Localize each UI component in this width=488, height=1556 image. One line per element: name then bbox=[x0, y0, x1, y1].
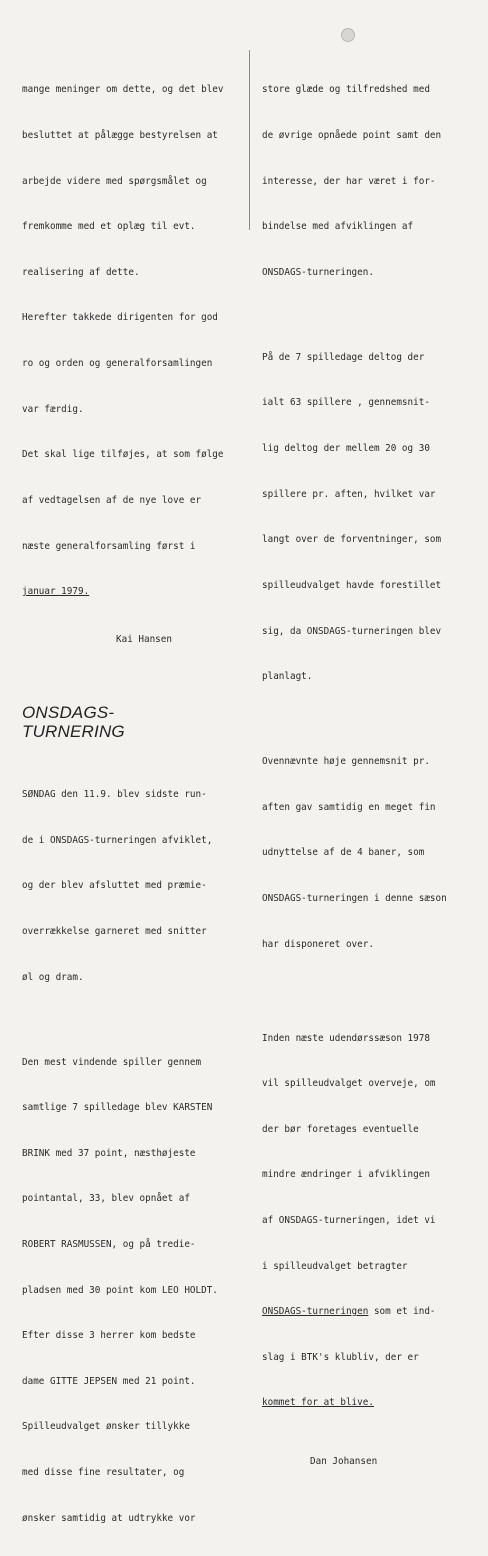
text-line: arbejde videre med spørgsmålet og bbox=[22, 175, 207, 187]
text-line: ro og orden og generalforsamlingen bbox=[22, 358, 213, 370]
text-line: sig, da ONSDAGS-turneringen blev bbox=[262, 625, 442, 637]
text-line: mange meninger om dette, og det blev bbox=[22, 84, 224, 96]
text-line: ialt 63 spillere , gennemsnit- bbox=[262, 397, 430, 409]
right-column bbox=[262, 52, 476, 1469]
text-line: slag i BTK's klubliv, der er bbox=[262, 1351, 419, 1363]
text-line: Ovennævnte høje gennemsnit pr. bbox=[262, 756, 430, 768]
text-line: bindelse med afviklingen af bbox=[262, 221, 414, 233]
results-paragraph-1 bbox=[22, 757, 244, 1015]
underlined-term: ONSDAGS-turneringen bbox=[262, 1306, 369, 1318]
text-line: samtlige 7 spilledage blev KARSTEN bbox=[22, 1102, 213, 1114]
text-line: pointantal, 33, blev opnået af bbox=[22, 1193, 190, 1205]
text-line: i spilleudvalget betragter bbox=[262, 1260, 408, 1272]
heading-line: ONSDAGS- bbox=[22, 702, 115, 722]
text-line: Det skal lige tilføjes, at som følge bbox=[22, 449, 224, 461]
text-line: der bør foretages eventuelle bbox=[262, 1123, 419, 1135]
section-heading bbox=[22, 703, 244, 741]
text-line: af ONSDAGS-turneringen, idet vi bbox=[262, 1215, 436, 1227]
text-line: Den mest vindende spiller gennem bbox=[22, 1056, 202, 1068]
text-line: dame GITTE JEPSEN med 21 point. bbox=[22, 1375, 196, 1387]
text-line: spilleudvalget havde forestillet bbox=[262, 579, 442, 591]
heading-line: TURNERING bbox=[22, 721, 125, 741]
intro-paragraph bbox=[22, 52, 244, 630]
text-line: SØNDAG den 11.9. blev sidste run- bbox=[22, 789, 207, 801]
text-line: Spilleudvalget ønsker tillykke bbox=[22, 1421, 190, 1433]
text-line: vil spilleudvalget overveje, om bbox=[262, 1078, 436, 1090]
column-divider bbox=[249, 50, 250, 230]
right-paragraph-1 bbox=[262, 52, 476, 310]
text-line: udnyttelse af de 4 baner, som bbox=[262, 847, 425, 859]
text-line: langt over de forventninger, som bbox=[262, 534, 442, 546]
punch-hole bbox=[341, 28, 355, 42]
text-line: BRINK med 37 point, næsthøjeste bbox=[22, 1147, 196, 1159]
text-line: ROBERT RASMUSSEN, og på tredie- bbox=[22, 1239, 196, 1251]
underlined-phrase: kommet for at blive. bbox=[262, 1397, 374, 1409]
text-line: ONSDAGS-turneringen. bbox=[262, 266, 374, 278]
underlined-date: januar 1979. bbox=[22, 586, 90, 598]
text-line: har disponeret over. bbox=[262, 938, 374, 950]
text-line: øl og dram. bbox=[22, 971, 84, 983]
text-line: Inden næste udendørssæson 1978 bbox=[262, 1032, 430, 1044]
text-line: På de 7 spilledage deltog der bbox=[262, 351, 425, 363]
signature-dan-johansen: Dan Johansen bbox=[310, 1456, 378, 1468]
text-line: lig deltog der mellem 20 og 30 bbox=[262, 443, 430, 455]
text-line: ønsker samtidig at udtrykke vor bbox=[22, 1512, 196, 1524]
text-line: Herefter takkede dirigenten for god bbox=[22, 312, 218, 324]
signature-kai-hansen: Kai Hansen bbox=[116, 633, 172, 645]
text-line: ONSDAGS-turneringen i denne sæson bbox=[262, 892, 447, 904]
left-column bbox=[22, 52, 244, 1556]
text-line: mindre ændringer i afviklingen bbox=[262, 1169, 430, 1181]
text-line: pladsen med 30 point kom LEO HOLDT. bbox=[22, 1284, 218, 1296]
text-line: planlagt. bbox=[262, 671, 313, 683]
text-line: spillere pr. aften, hvilket var bbox=[262, 488, 436, 500]
right-paragraph-3 bbox=[262, 724, 476, 982]
text-fragment: som et ind- bbox=[368, 1306, 436, 1318]
right-paragraph-4 bbox=[262, 1000, 476, 1441]
text-line: næste generalforsamling først i bbox=[22, 540, 196, 552]
text-line: var færdig. bbox=[22, 403, 84, 415]
text-line: de øvrige opnåede point samt den bbox=[262, 130, 442, 142]
text-line: besluttet at pålægge bestyrelsen at bbox=[22, 130, 218, 142]
text-line: de i ONSDAGS-turneringen afviklet, bbox=[22, 834, 213, 846]
results-paragraph-2 bbox=[22, 1024, 244, 1556]
text-line: af vedtagelsen af de nye love er bbox=[22, 494, 202, 506]
text-line: interesse, der har været i for- bbox=[262, 175, 436, 187]
right-paragraph-2 bbox=[262, 319, 476, 714]
text-line: store glæde og tilfredshed med bbox=[262, 84, 430, 96]
text-line: Efter disse 3 herrer kom bedste bbox=[22, 1330, 196, 1342]
text-line: fremkomme med et oplæg til evt. bbox=[22, 221, 196, 233]
text-line: aften gav samtidig en meget fin bbox=[262, 801, 436, 813]
text-line: realisering af dette. bbox=[22, 266, 140, 278]
text-line: overrækkelse garneret med snitter bbox=[22, 925, 207, 937]
text-line: med disse fine resultater, og bbox=[22, 1467, 185, 1479]
text-line: og der blev afsluttet med præmie- bbox=[22, 880, 207, 892]
